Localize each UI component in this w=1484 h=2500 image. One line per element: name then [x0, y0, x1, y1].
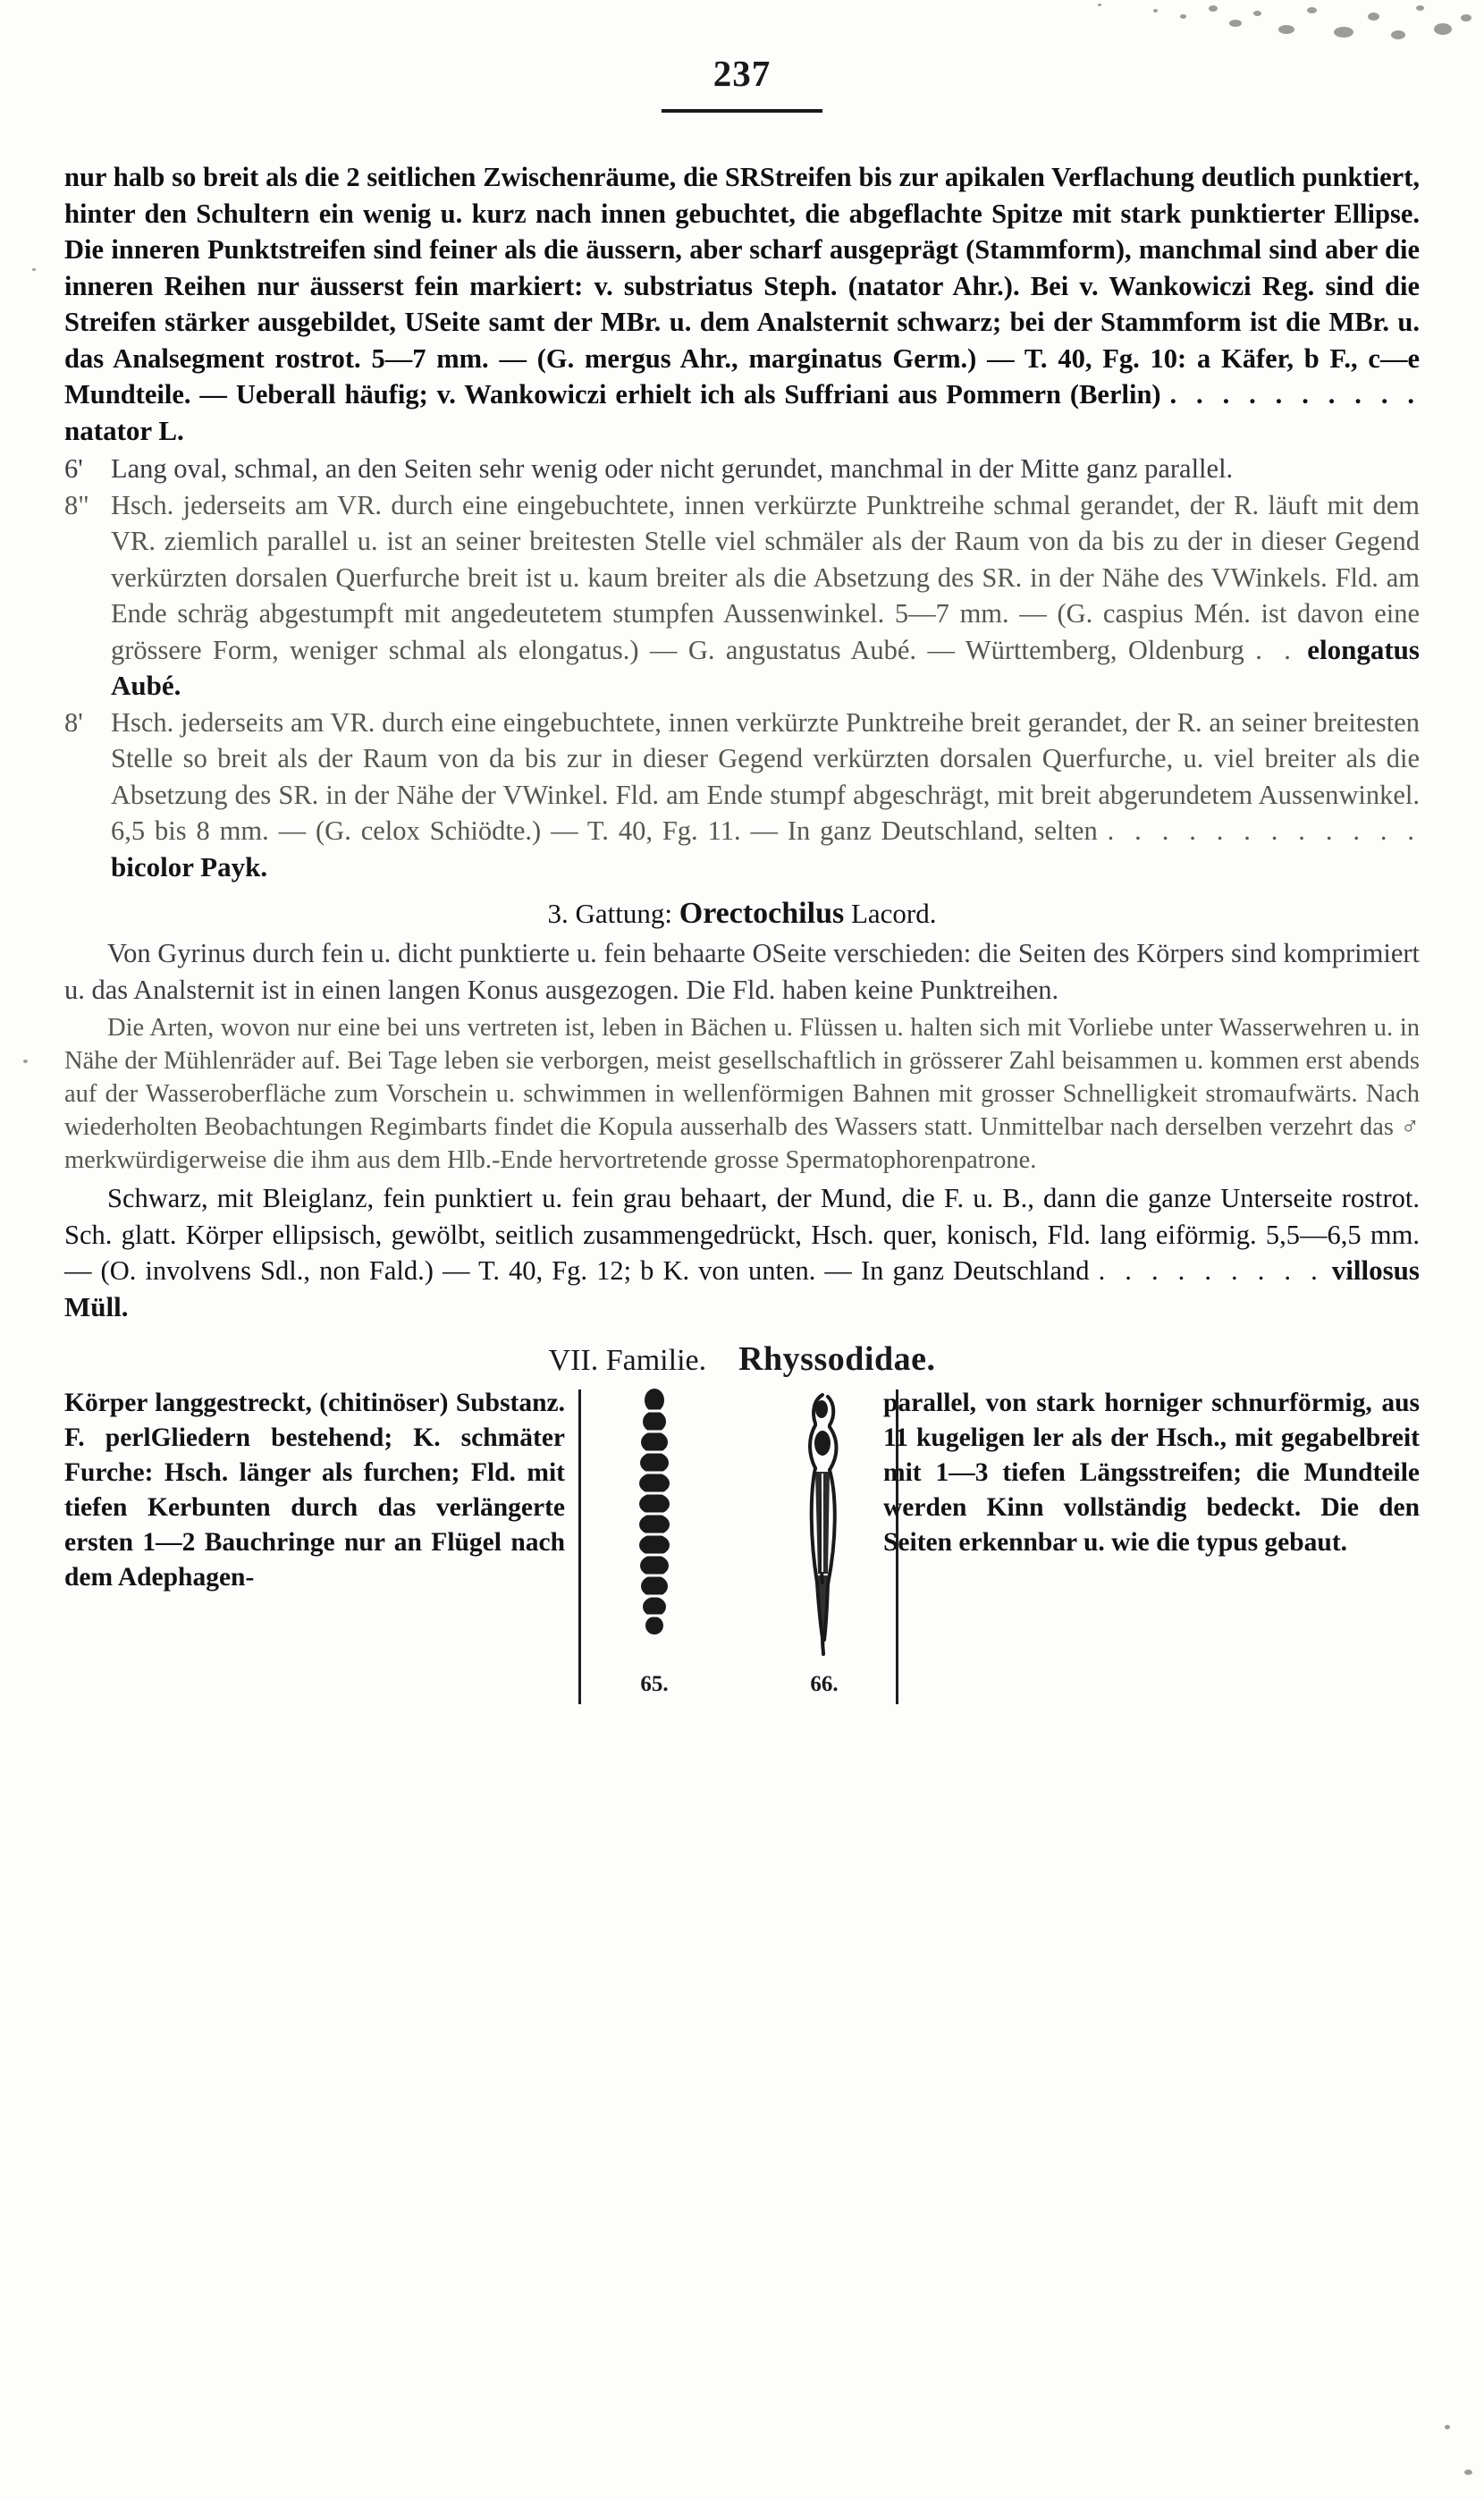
family-name: Rhyssodidae. [738, 1340, 936, 1378]
family-label: VII. Familie. [548, 1344, 707, 1377]
key-text: Lang oval, schmal, an den Seiten sehr wenig oder nicht gerundet, manchmal in der Mitte ganz parallel. [111, 453, 1234, 484]
species-name-villosus: villosus Müll. [64, 1254, 1420, 1322]
genus-heading [64, 894, 1420, 933]
family-heading [64, 1339, 1420, 1379]
key-number: 8" [64, 489, 89, 520]
figure-66-caption: 66. [810, 1672, 839, 1696]
genus-description-1: Von Gyrinus durch fein u. dicht punktierte u. fein behaarte OSeite verschieden: die Seiten des Körpers sind komprimiert u. das Analsternit ist in einen langen Konus ausgezogen. Die Fld. haben keine Punktreihen. [64, 938, 1420, 1005]
page-content [64, 159, 1420, 1726]
figure-66 [771, 1386, 878, 1699]
column-divider-left [578, 1389, 581, 1704]
bottom-left-text: Körper langgestreckt, (chitinöser) Substanz. F. perlGliedern bestehend; K. schmäter Furche: Hsch. länger als furchen; Fld. mit tiefen Kerbunten durch das verlängerte ersten 1—2 Bauchringe nur an Flügel nach dem Adephagen- [64, 1389, 565, 1592]
figure-text-block [64, 1386, 1420, 1726]
page-number: 237 [712, 53, 772, 94]
figure-65 [601, 1386, 708, 1699]
species-name-natator: natator L. [64, 414, 184, 446]
key-text: Hsch. jederseits am VR. durch eine eingebuchtete, innen verkürzte Punktreihe schmal gerandet, der R. läuft mit dem VR. ziemlich parallel u. ist an seiner breitesten Stelle viel schmäler als der Raum von da bis zu der in dieser Gegend verkürzten dorsalen Querfurche breit ist u. kaum breiter als die Absetzung des SR. in der Nähe des VWinkels. Fld. am Ende schräg abgestumpft mit angedeutetem stumpfen Aussenwinkel. 5—7 mm. — (G. caspius Mén. ist davon eine grössere Form, weniger schmal als elongatus.) — G. angustatus Aubé. — Württemberg, Oldenburg . . elongatus Aubé. [111, 489, 1420, 701]
figure-66-drawing [771, 1386, 878, 1672]
genus-name: Orectochilus [679, 897, 845, 930]
genus-prefix: 3. Gattung: [547, 898, 672, 929]
genus-author: Lacord. [850, 898, 937, 929]
paragraph-natator: nur halb so breit als die 2 seitlichen Zwischenräume, die SRStreifen bis zur apikalen Verflachung deutlich punktiert, hinter den Schultern ein wenig u. kurz nach innen gebuchtet, die abgeflachte Spitze mit stark punktierter Ellipse. Die inneren Punktstreifen sind feiner als die äussern, aber scharf ausgeprägt (Stammform), manchmal sind aber die inneren Reihen nur äusserst fein markiert: v. substriatus Steph. (natator Ahr.). Bei v. Wankowiczi Reg. sind die Streifen stärker ausgebildet, USeite samt der MBr. u. dem Analsternit schwarz; bei der Stammform ist die MBr. u. das Analsegment rostrot. 5—7 mm. — (G. mergus Ahr., marginatus Germ.) — T. 40, Fg. 10: a Käfer, b F., c—e Mundteile. — Ueberall häufig; v. Wankowiczi erhielt ich als Suffriani aus Pommern (Berlin) . . . . . . . . . . natator L. [64, 162, 1421, 446]
species-name-bicolor: bicolor Payk. [111, 850, 268, 883]
species-name-elongatus: elongatus Aubé. [111, 633, 1420, 701]
key-entry-8prime [64, 705, 1420, 886]
key-entry-6prime [64, 451, 1420, 487]
key-number: 8' [64, 706, 83, 738]
key-text: Hsch. jederseits am VR. durch eine eingebuchtete, innen verkürzte Punktreihe breit gerandet, der R. an seiner breitesten Stelle so breit als der Raum von da bis zur in dieser Gegend verkürzten dorsalen Querfurche, u. viel breiter als die Absetzung des SR. in der Nähe der VWinkel. Fld. am Ende stumpf abgeschrägt, mit breit abgerundetem Aussenwinkel. 6,5 bis 8 mm. — (G. celox Schiödte.) — T. 40, Fg. 11. — In ganz Deutschland, selten . . . . . . . . . . . . bicolor Payk. [111, 706, 1421, 883]
figure-65-drawing [601, 1386, 708, 1672]
genus-description-2: Die Arten, wovon nur eine bei uns vertreten ist, leben in Bächen u. Flüssen u. halten sich mit Vorliebe unter Wasserwehren u. in Nähe der Mühlenräder auf. Bei Tage leben sie verborgen, meist gesellschaftlich in grösserer Zahl beisammen u. kommen erst abends auf der Wasseroberfläche zum Vorschein u. schwimmen in wellenförmigen Bahnen mit grosser Schnelligkeit stromaufwärts. Nach wiederholten Beobachtungen Regimbarts findet die Kopula ausserhalb des Wassers statt. Unmittelbar nach derselben verzehrt das ♂ merkwürdigerweise die ihm aus dem Hlb.-Ende hervortretende grosse Spermatophorenpatrone. [64, 1014, 1420, 1174]
figure-65-caption: 65. [640, 1672, 669, 1696]
bottom-right-text: parallel, von stark horniger schnurförmig, aus 11 kugeligen ler als der Hsch., mit gegabelbreit mit 1—3 tiefen Längsstreifen; die Mundteile werden Kinn vollständig bedeckt. Die den Seiten erkennbar u. wie die typus gebaut. [883, 1389, 1420, 1557]
paragraph-block-natator [64, 159, 1420, 449]
genus-description-3: Schwarz, mit Bleiglanz, fein punktiert u. fein grau behaart, der Mund, die F. u. B., dann die ganze Unterseite rostrot. Sch. glatt. Körper ellipsisch, gewölbt, seitlich zusammengedrückt, Hsch. quer, konisch, Fld. lang eiförmig. 5,5—6,5 mm. — (O. involvens Sdl., non Fald.) — T. 40, Fg. 12; b K. von unten. — In ganz Deutschland . . . . . . . . . villosus Müll. [64, 1183, 1420, 1322]
key-number: 6' [64, 453, 83, 484]
page-number-rule [662, 109, 822, 113]
key-entry-8dprime [64, 487, 1420, 705]
